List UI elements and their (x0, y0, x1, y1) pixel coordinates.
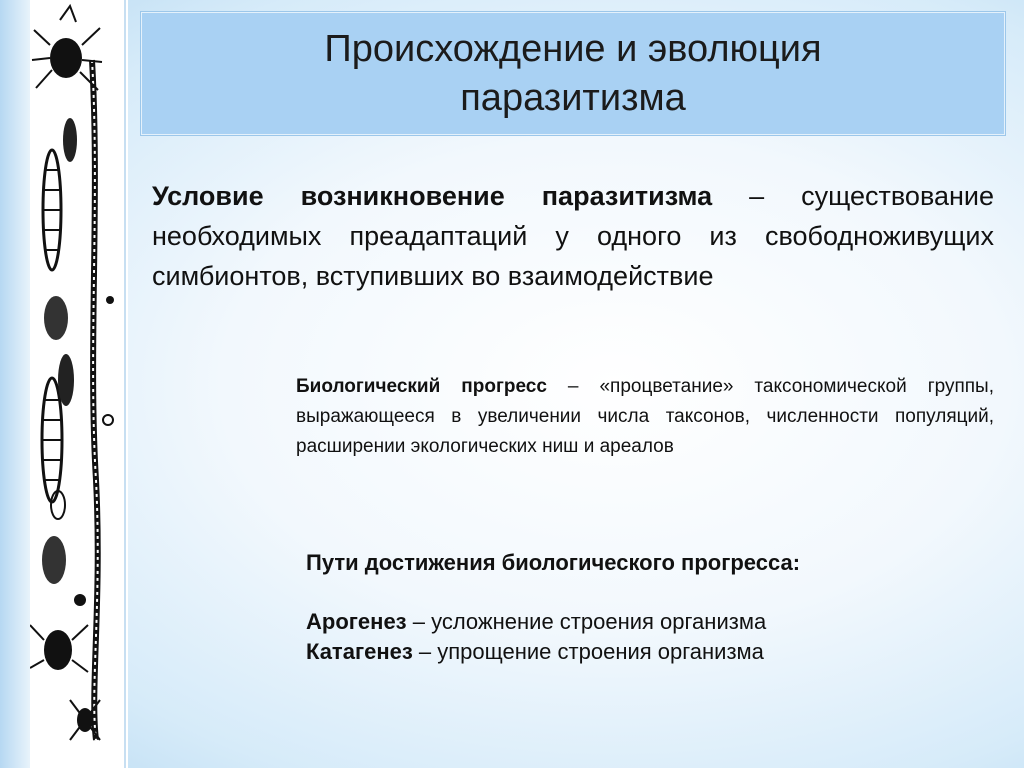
decorative-left-strip (0, 0, 128, 768)
ways-heading: Пути достижения биологического прогресса: (306, 550, 801, 575)
parasite-illustrations-image (30, 0, 122, 768)
title-line-2: паразитизма (460, 76, 686, 119)
slide-title (324, 25, 821, 123)
condition-paragraph (152, 176, 994, 296)
progress-definition: – «процветание» таксономической группы, выражающееся в увеличении числа таксонов, численности популяций, расширении экологических ниш и ареалов (296, 376, 994, 457)
progress-paragraph (296, 372, 994, 462)
ways-item-term: Катагенез (306, 639, 413, 664)
ways-item-text: – упрощение строения организма (412, 639, 764, 664)
ways-item-text: – усложнение строения организма (406, 609, 767, 634)
condition-definition: – существование необходимых преадаптаций у одного из свободноживущих симбионтов, вступивших во взаимодействие (152, 181, 995, 291)
ways-section (306, 548, 986, 667)
progress-term: Биологический прогресс (296, 376, 547, 397)
ways-item-catagenesis (306, 637, 986, 667)
condition-term: Условие возникновение паразитизма (152, 181, 713, 211)
ways-item-arogenesis (306, 607, 986, 637)
strip-divider-line (124, 0, 126, 768)
title-box (141, 12, 1005, 135)
title-line-1: Происхождение и эволюция (324, 27, 822, 70)
ways-item-term: Арогенез (306, 609, 407, 634)
strip-gradient-edge (0, 0, 30, 768)
